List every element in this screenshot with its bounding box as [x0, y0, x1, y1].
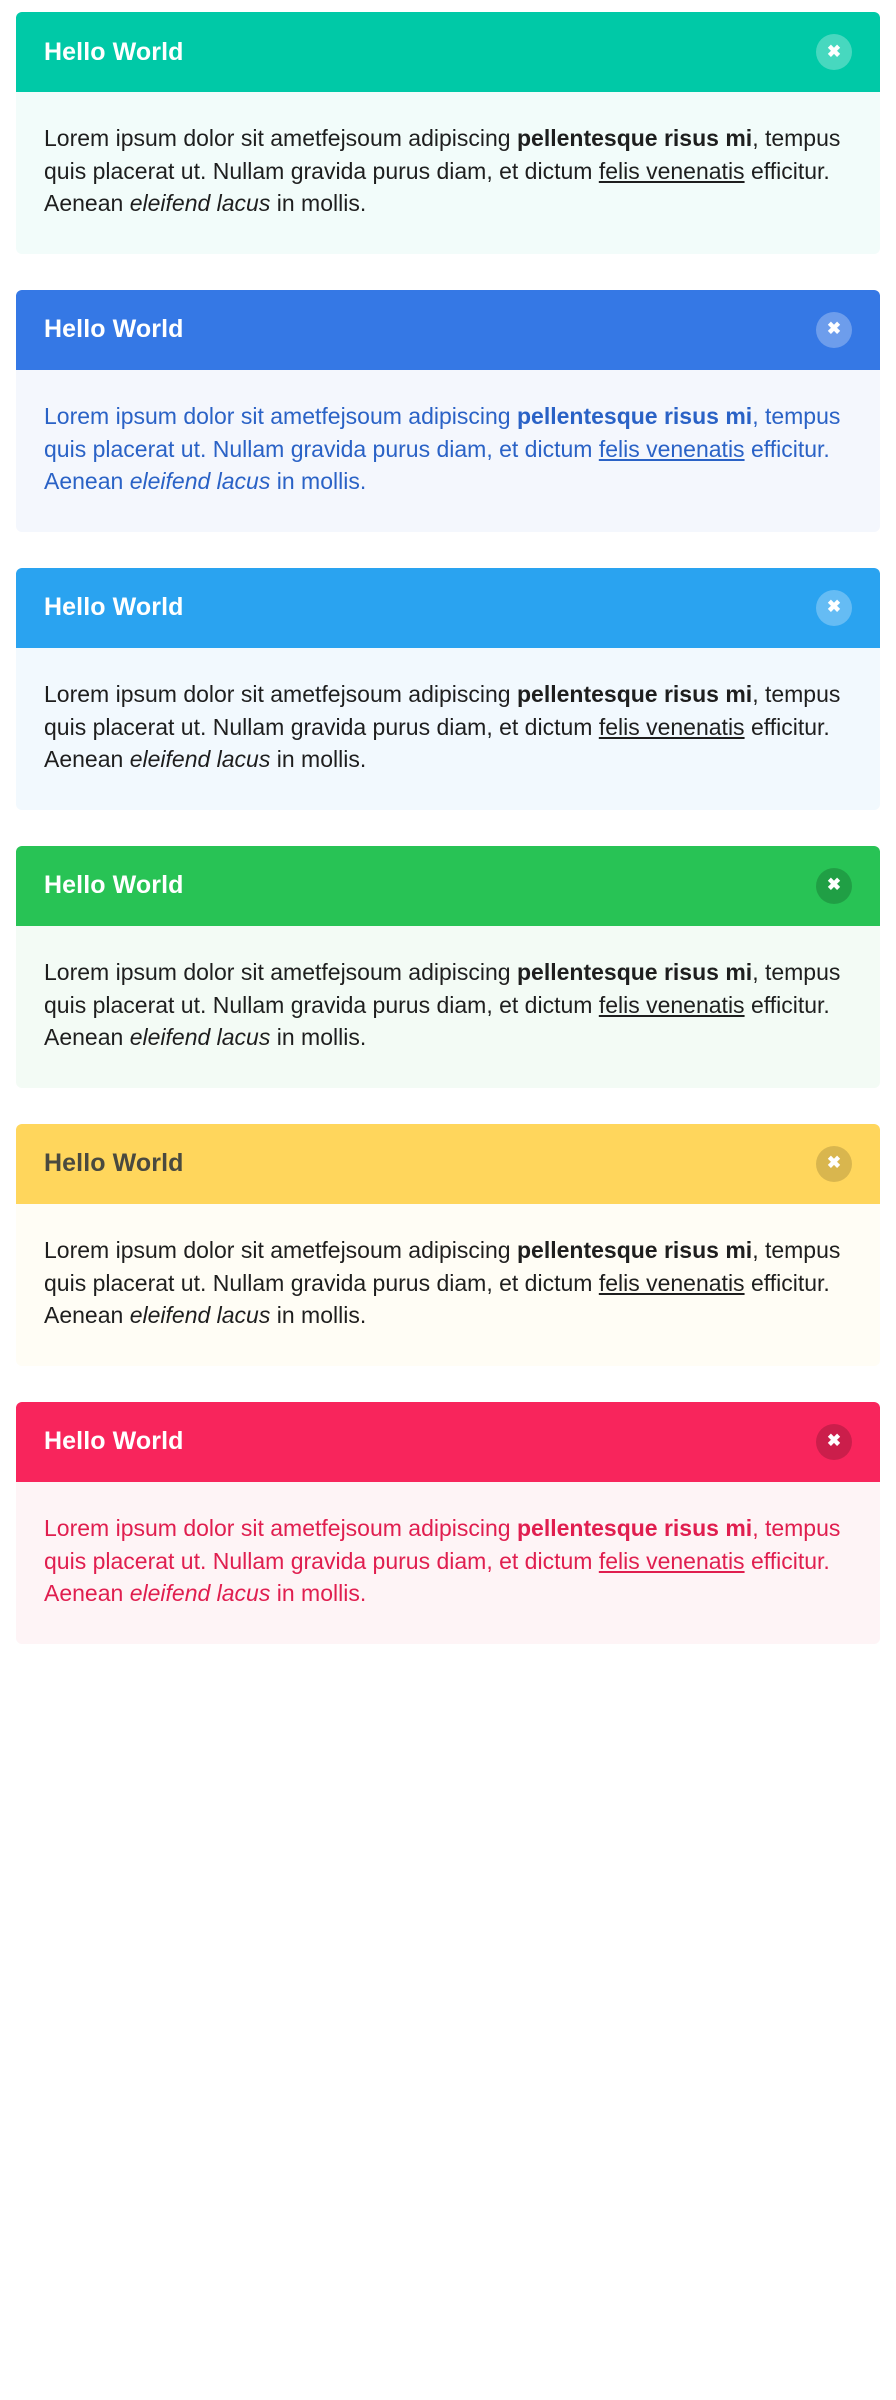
alert-text-3: efficitur. Aenean	[44, 157, 830, 217]
alert-body-blue	[16, 370, 880, 532]
alert-card-red	[16, 1402, 880, 1644]
alert-text-3: efficitur. Aenean	[44, 435, 830, 495]
alert-text-1: Lorem ipsum dolor sit ametfejsoum adipiscing	[44, 402, 517, 429]
alert-text-1: Lorem ipsum dolor sit ametfejsoum adipiscing	[44, 1236, 517, 1263]
alert-card-stack	[0, 12, 896, 1644]
alert-header-info	[16, 568, 880, 648]
alert-italic-1: eleifend lacus	[129, 1580, 271, 1607]
alert-header-yellow	[16, 1124, 880, 1204]
alert-paragraph	[44, 400, 852, 498]
alert-body-teal	[16, 92, 880, 254]
close-icon[interactable]	[816, 1146, 852, 1182]
alert-card-teal	[16, 12, 880, 254]
alert-link[interactable]: felis venenatis	[598, 713, 745, 740]
alert-text-4: in mollis.	[270, 1024, 367, 1051]
close-icon[interactable]	[816, 34, 852, 70]
alert-text-2: , tempus quis placerat ut. Nullam gravida purus diam, et dictum	[44, 125, 841, 184]
alert-text-3: efficitur. Aenean	[44, 1547, 830, 1607]
alert-text-2: , tempus quis placerat ut. Nullam gravida purus diam, et dictum	[44, 1236, 841, 1296]
alert-link[interactable]: felis venenatis	[598, 1269, 745, 1296]
alert-italic-1: eleifend lacus	[129, 1024, 271, 1051]
alert-card-green	[16, 846, 880, 1088]
alert-card-yellow	[16, 1124, 880, 1366]
alert-paragraph	[44, 678, 852, 776]
close-glyph: ✖	[826, 1153, 842, 1173]
close-icon[interactable]	[816, 312, 852, 348]
alert-body-green	[16, 926, 880, 1088]
close-glyph: ✖	[826, 597, 842, 617]
alert-text-4: in mollis.	[270, 190, 367, 217]
close-icon[interactable]	[816, 1424, 852, 1460]
close-glyph: ✖	[826, 875, 842, 895]
close-icon[interactable]	[816, 868, 852, 904]
alert-link[interactable]: felis venenatis	[598, 435, 745, 462]
alert-body-yellow	[16, 1204, 880, 1366]
alert-bold-1: pellentesque risus mi	[516, 402, 753, 429]
alert-text-2: , tempus quis placerat ut. Nullam gravida purus diam, et dictum	[44, 402, 841, 462]
alert-bold-1: pellentesque risus mi	[516, 1514, 753, 1541]
alert-title: Hello World	[44, 1427, 184, 1456]
alert-header-red	[16, 1402, 880, 1482]
alert-bold-1: pellentesque risus mi	[516, 680, 753, 707]
alert-text-3: efficitur. Aenean	[44, 991, 830, 1051]
alert-paragraph	[44, 1512, 852, 1610]
alert-text-4: in mollis.	[270, 468, 367, 495]
alert-text-1: Lorem ipsum dolor sit ametfejsoum adipiscing	[44, 1514, 517, 1541]
alert-text-1: Lorem ipsum dolor sit ametfejsoum adipiscing	[44, 958, 517, 985]
close-icon[interactable]	[816, 590, 852, 626]
alert-bold-1: pellentesque risus mi	[516, 1236, 753, 1263]
alert-title: Hello World	[44, 593, 184, 622]
alert-paragraph	[44, 1234, 852, 1332]
alert-text-3: efficitur. Aenean	[44, 713, 830, 773]
alert-text-1: Lorem ipsum dolor sit ametfejsoum adipiscing	[44, 680, 517, 707]
alert-paragraph	[44, 956, 852, 1054]
alert-text-4: in mollis.	[270, 1302, 367, 1329]
alert-italic-1: eleifend lacus	[129, 190, 271, 217]
alert-title: Hello World	[44, 871, 184, 900]
alert-link[interactable]: felis venenatis	[598, 1547, 745, 1574]
alert-text-2: , tempus quis placerat ut. Nullam gravida purus diam, et dictum	[44, 958, 841, 1018]
alert-bold-1: pellentesque risus mi	[516, 958, 753, 985]
close-glyph: ✖	[826, 41, 842, 61]
alert-text-2: , tempus quis placerat ut. Nullam gravida purus diam, et dictum	[44, 1514, 841, 1574]
alert-header-teal	[16, 12, 880, 92]
alert-text-1: Lorem ipsum dolor sit ametfejsoum adipiscing	[44, 125, 517, 151]
alert-text-3: efficitur. Aenean	[44, 1269, 830, 1329]
alert-header-blue	[16, 290, 880, 370]
alert-italic-1: eleifend lacus	[129, 1302, 271, 1329]
alert-card-info	[16, 568, 880, 810]
alert-title: Hello World	[44, 315, 184, 344]
alert-title: Hello World	[44, 37, 184, 66]
alert-body-red	[16, 1482, 880, 1644]
close-glyph: ✖	[826, 319, 842, 339]
alert-title: Hello World	[44, 1149, 184, 1178]
alert-text-2: , tempus quis placerat ut. Nullam gravida purus diam, et dictum	[44, 680, 841, 740]
alert-italic-1: eleifend lacus	[129, 468, 271, 495]
close-glyph: ✖	[826, 1431, 842, 1451]
alert-header-green	[16, 846, 880, 926]
alert-card-blue	[16, 290, 880, 532]
alert-italic-1: eleifend lacus	[129, 746, 271, 773]
alert-text-4: in mollis.	[270, 746, 367, 773]
alert-text-4: in mollis.	[270, 1580, 367, 1607]
alert-link[interactable]: felis venenatis	[598, 157, 745, 184]
alert-bold-1: pellentesque risus mi	[516, 125, 753, 151]
alert-paragraph	[44, 122, 852, 220]
alert-body-info	[16, 648, 880, 810]
alert-link[interactable]: felis venenatis	[598, 991, 745, 1018]
